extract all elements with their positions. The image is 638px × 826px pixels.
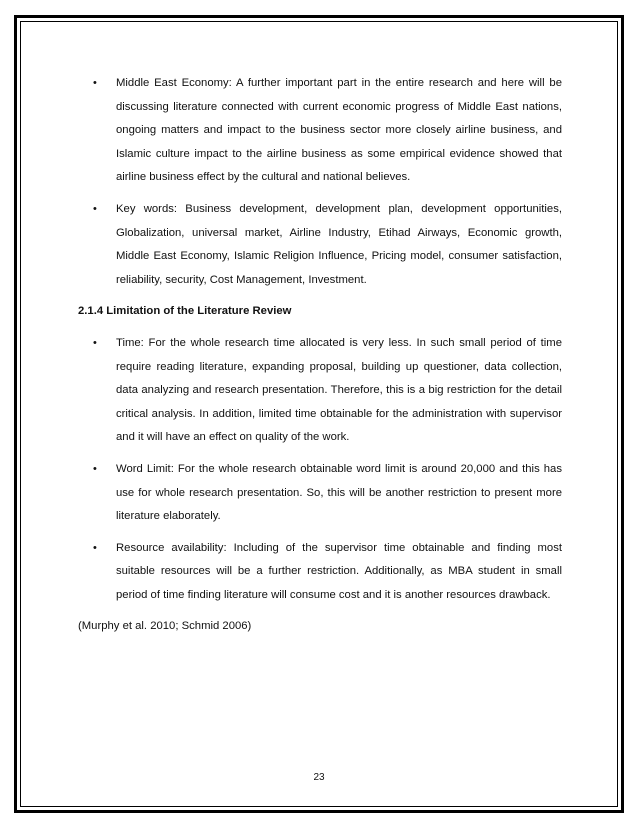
bullet-item-middle-east-economy bbox=[78, 72, 562, 190]
bullet-item-time bbox=[78, 332, 562, 450]
bullet-icon: • bbox=[93, 462, 97, 475]
section-heading: 2.1.4 Limitation of the Literature Review bbox=[78, 305, 292, 318]
citation: (Murphy et al. 2010; Schmid 2006) bbox=[78, 620, 252, 633]
bullet-text: Key words: Business development, development plan, development opportunities, Globalization, universal market, Airline Industry, Etihad Airways, Economic growth, Middle East Economy, Islamic Religion Influence, Pricing model, consumer satisfaction, reliability, security, Cost Management, Investment. bbox=[116, 202, 562, 286]
page-number: 23 bbox=[313, 772, 325, 783]
bullet-icon: • bbox=[93, 336, 97, 349]
bullet-text: Word Limit: For the whole research obtainable word limit is around 20,000 and this has use for whole research presentation. So, this will be another restriction to present more literature elaborately. bbox=[116, 462, 562, 523]
bullet-icon: • bbox=[93, 541, 97, 554]
bullet-item-word-limit bbox=[78, 458, 562, 529]
page-content bbox=[78, 72, 562, 639]
bullet-item-key-words bbox=[78, 198, 562, 292]
bullet-text: Middle East Economy: A further important part in the entire research and here will be discussing literature connected with current economic progress of Middle East nations, ongoing matters and impact to the business sector more closely airline business, and Islamic culture impact to the airline business as some empirical evidence showed that airline business effect by the cultural and national believes. bbox=[116, 77, 562, 184]
bullet-text: Time: For the whole research time allocated is very less. In such small period of time require reading literature, expanding proposal, building up questioner, data collection, data analyzing and research presentation. Therefore, this is a big restriction for the detail critical analysis. In addition, limited time obtainable for the administration with supervisor and it will have an effect on quality of the work. bbox=[116, 336, 562, 444]
bullet-text: Resource availability: Including of the supervisor time obtainable and finding most suitable resources will be a further restriction. Additionally, as MBA student in small period of time finding literature will consume cost and it is another resources drawback. bbox=[116, 541, 562, 601]
bullet-item-resource-availability bbox=[78, 537, 562, 608]
bullet-icon: • bbox=[93, 202, 97, 215]
bullet-icon: • bbox=[93, 77, 97, 89]
